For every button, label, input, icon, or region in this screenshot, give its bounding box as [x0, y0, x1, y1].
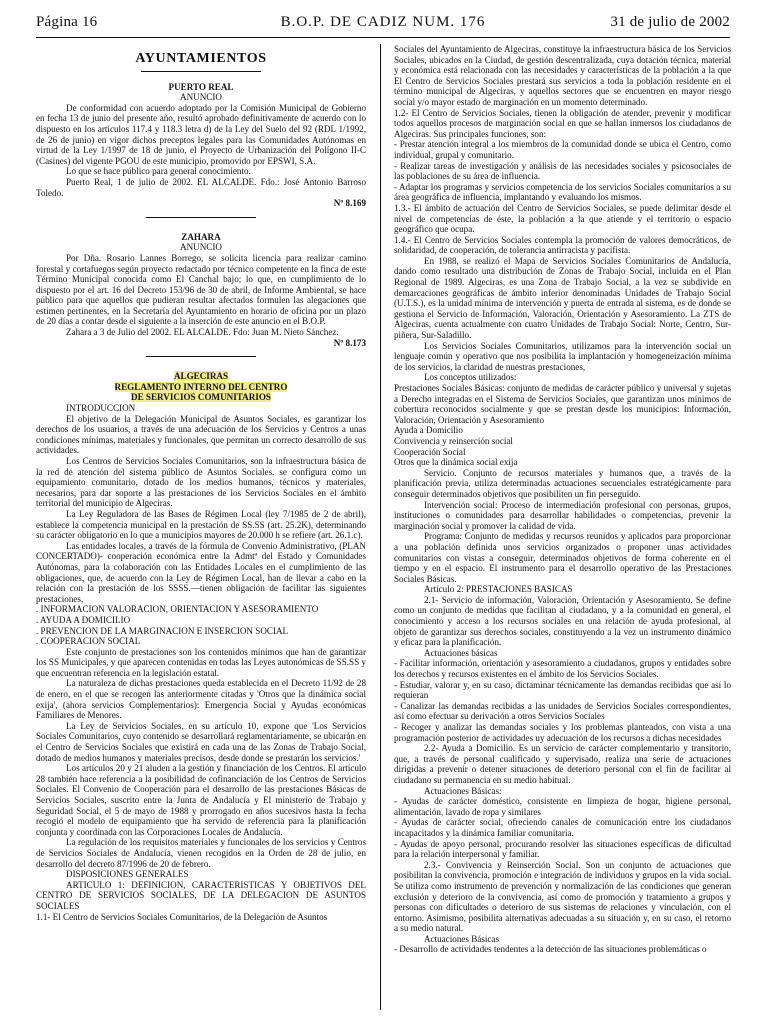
page-number: Página 16 — [36, 14, 98, 30]
page-header — [36, 14, 730, 36]
publication-date: 31 de julio de 2002 — [610, 14, 730, 30]
regulation-paragraph: Intervención social: Proceso de intermediación profesional con personas, grupos, instituciones o comunidades para desarrollar habilidades o competencias, prevenir la marginación social y promover la calidad de vida. — [394, 499, 731, 531]
regulation-title — [36, 392, 366, 403]
notice-signature: Puerto Real, 1 de julio de 2002. EL ALCALDE. Fdo.: José Antonio Barroso Toledo. — [36, 176, 366, 198]
list-item: - Recoger y analizar las demandas sociales y los problemas planteados, con vista a una programación posterior de actividades uy adecuación de los recursos a dichas necesidades — [394, 722, 731, 743]
regulation-paragraph: Programa: Conjunto de medidas y recursos reunidos y aplicados para proporcionar a una población definida unos servicios organizados o proponer unas actividades comunitarios con vistas a conseguir, determinados objetivos de forma coherente en el tiempo y en el espacio. El instrumento para el desarrollo operativo de las Prestaciones Sociales Básicas. — [394, 531, 731, 584]
list-item: Cooperación Social — [394, 446, 466, 457]
regulation-paragraph: Este conjunto de prestaciones son los contenidos mínimos que han de garantizar los SS Municipales, y que aparecen contenidas en todas las Leyes autonómicas de SS.SS y que encuentran referencia en la legislación estatal. — [36, 646, 366, 678]
list-item: - Ayudas de carácter doméstico, consistente en limpieza de hogar, higiene personal, alimentación, lavado de ropa y similares — [394, 796, 731, 817]
list-item: - Desarrollo de actividades tendentes a la detección de las situaciones problemáticas o — [394, 944, 707, 955]
section-title: AYUNTAMIENTOS — [135, 51, 267, 66]
regulation-paragraph: 2.1- Servicio de información, Valoración, Orientación y Asesoramiento. Se define como un conjunto de medidas que facilitan al ciudadano, y a la comunidad en general, el conocimiento y acceso a los recursos sociales en una relación de ayuda profesional, al objeto de garantizar sus derechos sociales, constituyendo a la vez un instrumento dinámico y eficaz para la planificación. — [394, 594, 731, 648]
notice-title-text: ALGECIRAS — [173, 371, 229, 382]
notice-title — [36, 371, 366, 382]
column-divider — [380, 44, 381, 1010]
section-heading: DISPOSICIONES GENERALES — [66, 869, 189, 880]
regulation-paragraph: 1.3.- El ámbito de actuación del Centro de Servicios Sociales, se puede delimitar desde el nivel de competencias de éste, la población a la que atiende y el territorio o espacio geográfico que ocupa. — [394, 202, 731, 235]
subheading: Actuaciones Básicas — [424, 933, 499, 944]
subheading: Actuaciones Básicas: — [424, 785, 502, 796]
notice-paragraph: Lo que se hace público para general conocimiento. — [66, 166, 251, 177]
regulation-paragraph: Servicio. Conjunto de recursos materiales y humanos que, a través de la planificación previa, utiliza determinadas actuaciones secuenciales estratégicamente para conseguir determinados objetivos que posibiliten un fin perseguido. — [394, 467, 731, 499]
list-item: - Adaptar los programas y servicios competencia de los servicios Sociales comunitarios a su área geográfica de influencia, implantando y evaluando los mismos. — [394, 181, 731, 203]
regulation-paragraph: Prestaciones Sociales Básicas: conjunto de medidas de carácter público y universal y sujetas a Derecho integradas en el Sistema de Servicios Sociales, que garantizan unos mínimos de cobertura reconocidos socialmente y que se prestan desde los municipios: Información, Valoración, Orientación y Asesoramiento — [394, 383, 731, 425]
notice-paragraph: De conformidad con acuerdo adoptado por la Comisión Municipal de Gobierno en fecha 13 de junio del presente año, resultó aprobado definitivamente de acuerdo con lo dispuesto en los artículos 117.4 y 118.3 letra d) de la Ley del Suelo del 92 (RDL 1/1992, de 26 de junio) en vigor dichos preceptos legales para las Comunidades Autónomas en virtud de la Ley 1/1997 de 18 de junio, el Proyecto de Urbanización del Polígono II-C (Casines) del vigente PGOU de este municipio, promovido por EPSWI, S.A. — [36, 102, 366, 166]
regulation-paragraph: Sociales del Ayuntamiento de Algeciras, constituye la infraestructura básica de los Servicios Sociales, ubicados en la Ciudad, de gestión descentralizada, cuya dotación técnica, material y económica está relacionada con las necesidades y características de la población a la que El Centro de Servicios Sociales prestará sus servicios a toda la población residente en el término municipal de Algeciras, y aquellos sectores que se encuentren en mayor riesgo social y/o mayor estado de marginación en un momento determinado. — [394, 44, 731, 107]
notice-signature: Zahara a 3 de Julio del 2002. EL ALCALDE. Fdo: Juan M. Nieto Sánchez. — [66, 327, 339, 338]
regulation-paragraph: La Ley Reguladora de las Bases de Régimen Local (ley 7/1985 de 2 de abril), establece la competencia municipal en la prestación de SS.SS (art. 25.2K), determinando su carácter obligatorio en lo que a municipios mayores de 20.000 h se refiere (art. 26.1.c). — [36, 508, 366, 541]
list-item: . COOPERACION SOCIAL — [36, 636, 141, 647]
regulation-paragraph: Los artículos 20 y 21 aluden a la gestión y financiación de los Centros. El artículo 28 también hace referencia a la posibilidad de cofinanciación de los Centros de Servicios Sociales. El Convenio de Cooperación para el desarrollo de las prestaciones Básicas de Servicios Sociales, suscrito entre la Junta de Andalucía y El ministerio de Trabajo y Seguridad Social, el 5 de mayo de 1988 y prorrogado en años sucesivos hasta la fecha recogió el modelo de equipamiento que ha servido de referencia para la planificación conjunta y coordinada con las Corporaciones Locales de Andalucía. — [36, 763, 366, 837]
regulation-paragraph: 2.3.- Convivencia y Reinserción Social. Son un conjunto de actuaciones que posibilitan la convivencia, promoción e integración de individuos y grupos en la vida social. Se utiliza como instrumento de prevención y normalización de las condiciones que generan exclusión y deterioro de la convivencia, así como de promoción y tratamiento a grupos y personas con dificultades o deterioro de sus sistemas de relaciones y vinculación, con el entorno. Asimismo, posibilita alternativas adecuadas a su situación y, en su caso, el retorno a su medio natural. — [394, 859, 731, 934]
list-item: Ayuda a Domicilio — [394, 425, 463, 436]
regulation-paragraph: Las entidades locales, a través de la fórmula de Convenio Administrativo, (PLAN CONCERTADO)- cooperación económica entre la Admtª del Estado y Comunidades Autónomas, para la colaboración con las Entidades Locales en el cumplimiento de las obligaciones, que, de acuerdo con la Ley de Régimen Local, han de llevar a cabo en la relación con la prestación de los SSSS.—tienen obligación de facilitar las siguientes prestaciones, — [36, 540, 366, 604]
notice-subtitle: ANUNCIO — [180, 92, 222, 103]
regulation-paragraph: 2.2- Ayuda a Domicilio. Es un servicio de carácter complementario y transitorio, que, a través de personal cualificado y supervisado, realiza una serie de actuaciones dirigidas a prevenir o detener situaciones de deterioro personal con el fin de facilitar al ciudadano su permanencia en su medio habitual. — [394, 743, 731, 785]
list-item: - Realizar tareas de investigación y análisis de las necesidades sociales y psicosociales de las poblaciones de su área de influencia. — [394, 160, 731, 182]
list-item: Convivencia y reinserción social — [394, 435, 513, 446]
notice-number: Nº 8.169 — [333, 198, 366, 209]
list-item: - Facilitar información, orientación y asesoramiento a ciudadanos, grupos y entidades sobre los derechos y recursos existentes en el ámbito de los Servicios Sociales. — [394, 658, 731, 680]
article-heading: ARTICULO 1: DEFINICION, CARACTERISTICAS Y OBJETIVOS DEL CENTRO DE SERVICIOS SOCIALES, DE LA DELEGACION DE ASUNTOS SOCIALES — [36, 879, 366, 911]
list-item: . PREVENCION DE LA MARGINACION E INSERCION SOCIAL — [36, 625, 289, 636]
notice-separator — [146, 356, 256, 357]
regulation-paragraph: 1.1- El Centro de Servicios Sociales Comunitarios, de la Delegación de Asuntos — [36, 911, 328, 922]
list-item: - Ayudas de carácter social, ofreciendo canales de comunicación entre los ciudadanos incapacitados y la dinámica familiar comunitaria. — [394, 817, 731, 838]
article-heading: Artículo 2: PRESTACIONES BASICAS — [424, 584, 573, 595]
subheading: Actuaciones básicas — [424, 647, 498, 658]
list-item: - Prestar atención integral a los miembros de la comunidad donde se ubica el Centro, como individual, grupal y comunitario. — [394, 139, 731, 160]
section-rule — [141, 71, 261, 72]
left-column — [36, 44, 366, 922]
regulation-paragraph: Los conceptos utilizados: — [424, 372, 517, 383]
list-item: . AYUDA A DOMICILIO — [36, 614, 131, 625]
regulation-paragraph: 1.2- El Centro de Servicios Sociales, tienen la obligación de atender, prevenir y modificar todos aquellos procesos de marginación social en que se hallan inmersos los ciudadanos de Algeciras. Sus principales funciones, son: — [394, 107, 731, 139]
notice-title: ZAHARA — [181, 231, 221, 242]
notice-paragraph: Por Dña. Rosario Lannes Borrego, se solicita licencia para realizar camino forestal y cortafuegos según proyecto redactado por técnico competente en la finca de este Término Municipal conocida como El Canchal bajo; lo que, en cumplimiento de lo dispuesto por el art. 16 del Decreto 153/96 de 30 de abril, de Informe Ambiental, se hace público para que aquellos que pudieran resultar afectados formulen las alegaciones que estimen pertinentes, en la Secretaría del Ayuntamiento en horario de oficina por un plazo de 20 días a contar desde el siguiente a la inserción de este anuncio en el B.O.P. — [36, 252, 366, 327]
regulation-paragraph: La naturaleza de dichas prestaciones queda establecida en el Decreto 11/92 de 28 de enero, en el que se recogen las anteriormente citadas y 'Otros que la dinámica social exija', (ahora servicios Complementarios): Emergencia Social y Ayudas económicas Familiares de Menores. — [36, 678, 366, 721]
list-item: - Canalizar las demandas recibidas a las unidades de Servicios Sociales correspondientes, así como efectuar su derivación a otros Servicios Sociales — [394, 700, 731, 722]
regulation-paragraph: 1.4.- El Centro de Servicios Sociales contempla la promoción de valores democráticos, de solidaridad, de cooperación, de tolerancia antirracista y pacifista. — [394, 234, 731, 256]
regulation-title-line2: DE SERVICIOS COMUNITARIOS — [131, 392, 271, 403]
regulation-paragraph: La regulación de los requisitos materiales y funcionales de los servicios y Centros de Servicios Sociales de Andalucía, vienen recogidos en la Orden de 28 de julio, en desarrollo del decreto 87/1996 de 20 de febrero. — [36, 837, 366, 869]
list-item: - Ayudas de apoyo personal, procurando resolver las situaciones específicas de dificultad para la relación interpersonal y familiar. — [394, 838, 731, 860]
regulation-title — [36, 382, 366, 393]
right-column — [394, 44, 731, 955]
list-item: - Estudiar, valorar y, en su caso, dictaminar técnicamente las demandas recibidas que así lo requieran — [394, 679, 731, 701]
notice-subtitle: ANUNCIO — [180, 242, 222, 253]
header-rule — [36, 37, 730, 38]
publication-title: B.O.P. DE CADIZ NUM. 176 — [280, 14, 486, 30]
regulation-paragraph: En 1988, se realizó el Mapa de Servicios Sociales Comunitarios de Andalucía, dando como resultado una distribución de Zonas de Trabajo Social, incluida en el Plan Regional de 1989. Algeciras, es una Zona de Trabajo Social, a la vez se subdivide en demarcaciones geográficas de ámbito inferior denominadas Unidades de Trabajo Social (U.T.S.), es la unidad mínima de intervención y puerta de entrada al sistema, es de donde se gestiona el Servicio de Información, Valoración, Orientación y Asesoramiento. La ZTS de Algeciras, cuenta actualmente con cuatro Unidades de Trabajo Social: Norte, Centro, Sur-piñera, Sur-Saladillo. — [394, 255, 731, 341]
list-item: Otros que la dinámica social exija — [394, 457, 518, 468]
notice-title: PUERTO REAL — [168, 81, 234, 92]
regulation-paragraph: El objetivo de la Delegación Municipal de Asuntos Sociales, es garantizar los derechos de los usuarios, a través de una adecuación de los Servicios y Centros a unas condiciones mínimas, materiales y funcionales, que permitan un correcto desarrollo de sus actividades. — [36, 413, 366, 456]
list-item: . INFORMACION VALORACION, ORIENTACION Y ASESORAMIENTO — [36, 604, 319, 615]
regulation-paragraph: La Ley de Servicios Sociales, en su artículo 10, expone que 'Los Servicios Sociales Comunitarios, cuyo contenido se desarrollará reglamentariamente, se ubicarán en el Centro de Servicios Sociales que existirá en cada una de las Zonas de Trabajo Social, dotado de medios humanos y materiales precisos, desde donde se prestarán los servicios.' — [36, 720, 366, 763]
regulation-paragraph: Los Servicios Sociales Comunitarios, utilizamos para la intervención social un lenguaje común y operativo que nos posibilita la implantación y homogeneización mínima de los servicios, la claridad de nuestras prestaciones, — [394, 340, 731, 372]
section-heading: INTRODUCCION — [66, 403, 136, 414]
regulation-paragraph: Los Centros de Servicios Sociales Comunitarios, son la infraestructura básica de la red de atención del sistema público de Asuntos Sociales. se configura como un equipamiento comunitario, dotado de los medios humanos, técnicos y materiales, necesarios, para dar soporte a las prestaciones de los Servicios Sociales en el ámbito territorial del municipio de Algeciras. — [36, 456, 366, 509]
notice-number: Nº 8.173 — [333, 337, 366, 348]
regulation-title-line1: REGLAMENTO INTERNO DEL CENTRO — [114, 381, 288, 392]
notice-separator — [146, 217, 256, 218]
